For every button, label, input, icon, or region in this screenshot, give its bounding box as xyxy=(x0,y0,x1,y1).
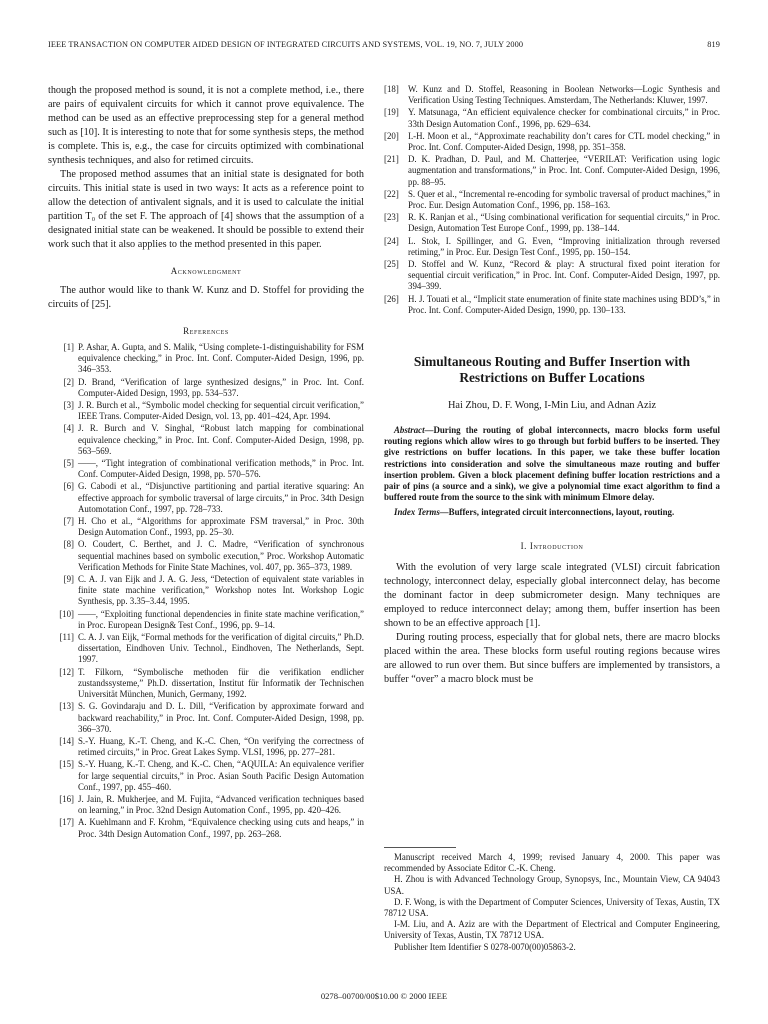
reference-number: [15] xyxy=(59,759,74,770)
abstract-text: During the routing of global interconnects, macro blocks form useful routing regions which allow wires to go through but forbid buffers to be inserted. They give restrictions on buffer locations. In this paper, we take these buffer location restrictions into consideration and solve the simultaneous maze routing and buffer insertion problem. Given a block placement defining buffer location restrictions and a pair of pins (a source and a sink), we give a polynomial time exact algorithm to find a buffered route from the source to the sink with minimum Elmore delay. xyxy=(384,425,720,503)
reference-text: D. Stoffel and W. Kunz, “Record & play: A structural fixed point iteration for sequential circuit verification,” in Proc. Int. Conf. Computer-Aided Design, 1997, pp. 394–399. xyxy=(408,259,720,292)
reference-text: Y. Matsunaga, “An efficient equivalence checker for combinational circuits,” in Proc. 33th Design Automation Conf., 1996, pp. 629–634. xyxy=(408,107,720,129)
reference-number: [5] xyxy=(63,458,74,469)
footnote-line: Publisher Item Identifier S 0278-0070(00)05863-2. xyxy=(394,941,576,952)
reference-number: [10] xyxy=(59,608,74,619)
reference-number: [6] xyxy=(63,481,74,492)
footnote-line: Manuscript received March 4, 1999; revised January 4, 2000. This paper was recommended by Associate Editor C.-K. Cheng. xyxy=(384,852,720,874)
reference-item xyxy=(384,154,720,188)
reference-text: T. Filkorn, “Symbolische methoden für die verifikation endlicher zustandssysteme,” Ph.D. dissertation, Institut für Informatik der Technischen Universität München, Munich, Germany, 1992. xyxy=(78,666,364,700)
reference-text: P. Ashar, A. Gupta, and S. Malik, “Using complete-1-distinguishability for FSM equivalence checking,” in Proc. Int. Conf. Computer-Aided Design, 1996, pp. 346–353. xyxy=(78,342,364,375)
paragraph: With the evolution of very large scale integrated (VLSI) circuit fabrication technology, interconnect delay, especially global interconnect delay, has become the dominant factor in deep submicrometer design. Many techniques are employed to reduce interconnect delay; among them, buffer insertion has been shown to be an effective approach [1]. xyxy=(384,561,720,629)
reference-item xyxy=(48,701,364,735)
reference-item xyxy=(48,481,364,515)
copyright-footer: 0278–00700/00$10.00 © 2000 IEEE xyxy=(320,991,448,1001)
reference-item xyxy=(48,736,364,758)
reference-text: L. Stok, I. Spillinger, and G. Even, “Improving initialization through reversed retiming,” in Proc. Eur. Design Test Conf., 1995, pp. 150–154. xyxy=(408,235,720,257)
reference-item xyxy=(384,294,720,316)
reference-text: H. Cho et al., “Algorithms for approximate FSM traversal,” in Proc. 30th Design Automation Conf., 1993, pp. 25–30. xyxy=(78,516,364,538)
index-terms-text: Buffers, integrated circuit interconnections, layout, routing. xyxy=(448,507,675,518)
reference-text: A. Kuehlmann and F. Krohm, “Equivalence checking using cuts and heaps,” in Proc. 34th Design Automation Conf., 1997, pp. 263–268. xyxy=(78,817,364,839)
right-column xyxy=(384,84,720,687)
reference-text: ——, “Tight integration of combinational verification methods,” in Proc. Int. Conf. Computer-Aided Design, 1998, pp. 570–576. xyxy=(78,458,364,480)
reference-number: [25] xyxy=(384,259,399,270)
reference-text: D. K. Pradhan, D. Paul, and M. Chatterjee, “VERILAT: Verification using logic augmentation and transformations,” in Proc. Int. Conf. Computer-Aided Design, 1996, pp. 88–95. xyxy=(408,154,720,187)
reference-number: [8] xyxy=(63,539,74,550)
reference-number: [19] xyxy=(384,107,399,118)
paragraph: though the proposed method is sound, it is not a complete method, i.e., there are pairs of equivalent circuits for which it cannot prove equivalence. The method can be used as an effective preprocessing step for a general method such as [10]. It is interesting to note that for some synthesis steps, the method is complete. This is, e.g., the case for circuits optimized with combinational synthesis techniques, and also for retimed circuits. xyxy=(48,85,364,166)
reference-item xyxy=(48,400,364,422)
reference-item xyxy=(48,794,364,816)
reference-number: [14] xyxy=(59,735,74,746)
index-terms-label: Index Terms— xyxy=(394,507,449,518)
abstract xyxy=(384,425,720,503)
reference-item xyxy=(48,377,364,399)
reference-item xyxy=(48,817,364,839)
reference-item xyxy=(384,107,720,129)
reference-number: [7] xyxy=(63,516,74,527)
article-title: Simultaneous Routing and Buffer Insertion with Restrictions on Buffer Locations xyxy=(413,354,691,386)
journal-title: IEEE TRANSACTION ON COMPUTER AIDED DESIGN OF INTEGRATED CIRCUITS AND SYSTEMS, VOL. 19, NO. 7, JULY 2000 xyxy=(48,40,524,49)
reference-text: O. Coudert, C. Berthet, and J. C. Madre, “Verification of synchronous sequential machines based on symbolic execution,” Proc. Workshop Automatic Verification Methods for Finite State Machines, vol. 407, pp. 365–373, 1989. xyxy=(78,539,364,572)
reference-number: [17] xyxy=(59,817,74,828)
reference-number: [16] xyxy=(59,793,74,804)
reference-list xyxy=(48,342,364,840)
reference-text: J. Jain, R. Mukherjee, and M. Fujita, “Advanced verification techniques based on learning,” in Proc. 32nd Design Automation Conf., 1995, pp. 420–426. xyxy=(78,793,364,816)
reference-text: J. R. Burch et al., “Symbolic model checking for sequential circuit verification,” IEEE Trans. Computer-Aided Design, vol. 13, pp. 401–424, Apr. 1994. xyxy=(78,400,364,422)
reference-item xyxy=(384,236,720,258)
references-heading: References xyxy=(183,326,229,336)
reference-item xyxy=(48,423,364,457)
reference-text: G. Cabodi et al., “Disjunctive partitioning and partial iterative squaring: An effective approach for symbolic traversal of large circuits,” in Proc. 34th Design Automotation Conf., 1997, pp. 728–733. xyxy=(78,481,364,514)
reference-list xyxy=(384,84,720,316)
reference-text: S.-Y. Huang, K.-T. Cheng, and K.-C. Chen, “On verifying the correctness of retimed circuits,” in Proc. Great Lakes Symp. VLSI, 1996, pp. 277–281. xyxy=(78,735,364,758)
footnote-line: H. Zhou is with Advanced Technology Group, Synopsys, Inc., Mountain View, CA 94043 USA. xyxy=(384,874,720,896)
paragraph: The proposed method assumes that an initial state is designated for both circuits. This initial state is used in two ways: It acts as a reference point to allow the detection of antivalent signals, and it is used to calculate the initial partition T₀ of the set F. The approach of [4] shows that the assumption of a designated initial state can be weakened. It should be possible to extend their work such that it also applies to the method presented in this paper. xyxy=(48,169,364,250)
introduction-heading: I. Introduction xyxy=(520,540,584,551)
reference-item xyxy=(48,458,364,480)
reference-number: [3] xyxy=(63,400,74,411)
reference-text: H. J. Touati et al., “Implicit state enumeration of finite state machines using BDD’s,” in Proc. Int. Conf. Computer-Aided Design, 1990, pp. 130–133. xyxy=(408,293,720,315)
reference-text: R. K. Ranjan et al., “Using combinational verification for sequential circuits,” in Proc. Design, Automation Test Europe Conf., 1999, pp. 138–144. xyxy=(408,212,720,234)
reference-item xyxy=(384,131,720,153)
running-header xyxy=(48,40,720,54)
acknowledgment-text: The author would like to thank W. Kunz and D. Stoffel for providing the circuits of [25]. xyxy=(48,285,364,310)
reference-number: [1] xyxy=(63,342,74,352)
reference-text: W. Kunz and D. Stoffel, Reasoning in Boolean Networks—Logic Synthesis and Verification Using Testing Techniques. Amsterdam, The Netherlands: Kluwer, 1997. xyxy=(408,84,720,106)
reference-item xyxy=(48,574,364,608)
paragraph: During routing process, especially that for global nets, there are macro blocks placed within the area. These blocks form useful routing regions because wires are allowed to run over them. But since buffers are implemented by transistors, a buffer “over” a macro block must be xyxy=(384,631,720,685)
reference-item xyxy=(48,667,364,701)
reference-text: C. A. J. van Eijk and J. A. G. Jess, “Detection of equivalent state variables in finite state machine verification,” Workshop notes Int. Workshop Logic Synthesis, pp. 3.35–3.44, 1995. xyxy=(78,574,364,607)
reference-item xyxy=(48,759,364,793)
reference-item xyxy=(48,539,364,573)
reference-number: [4] xyxy=(63,423,74,434)
reference-text: C. A. J. van Eijk, “Formal methods for the verification of digital circuits,” Ph.D. dissertation, Eindhoven Univ. Technol., Eindhoven, The Netherlands, Sept. 1997. xyxy=(78,632,364,665)
reference-number: [13] xyxy=(59,701,74,712)
reference-text: S. G. Govindaraju and D. L. Dill, “Verification by approximate forward and backward reachability,” in Proc. Int. Conf. Computer-Aided Design, 1998, pp. 366–370. xyxy=(78,701,364,734)
reference-number: [21] xyxy=(384,154,399,165)
reference-number: [20] xyxy=(384,130,399,141)
reference-item xyxy=(384,212,720,234)
footnotes xyxy=(384,852,720,953)
reference-number: [22] xyxy=(384,188,399,199)
footnote-line: I-M. Liu, and A. Aziz are with the Department of Electrical and Computer Engineering, University of Texas, Austin, TX 78712 USA. xyxy=(384,919,720,941)
reference-number: [23] xyxy=(384,212,399,223)
reference-item xyxy=(48,516,364,538)
acknowledgment-heading: Acknowledgment xyxy=(170,266,242,276)
footnote-line: D. F. Wong, is with the Department of Computer Sciences, University of Texas, Austin, TX 78712 USA. xyxy=(384,896,720,919)
reference-text: S. Quer et al., “Incremental re-encoding for symbolic traversal of product machines,” in Proc. Eur. Design Automation Conf., 1996, pp. 158–163. xyxy=(408,188,720,211)
reference-number: [24] xyxy=(384,235,399,246)
reference-text: S.-Y. Huang, K.-T. Cheng, and K.-C. Chen, “AQUILA: An equivalence verifier for large sequential circuits,” in Proc. Asian South Pacific Design Automation Conf., 1997, pp. 455–460. xyxy=(78,759,364,792)
reference-number: [9] xyxy=(63,574,74,585)
reference-text: J. R. Burch and V. Singhal, “Robust latch mapping for combinational equivalence checking,” in Proc. Int. Conf. Computer-Aided Design, 1998, pp. 563–569. xyxy=(78,423,364,456)
index-terms xyxy=(384,507,720,518)
reference-text: I.-H. Moon et al., “Approximate reachability don’t cares for CTL model checking,” in Proc. Int. Conf. Computer-Aided Design, 1998, pp. 351–358. xyxy=(408,130,720,153)
left-column xyxy=(48,84,364,841)
reference-item xyxy=(384,189,720,211)
reference-item xyxy=(48,609,364,631)
footnote-rule xyxy=(384,847,456,848)
article-authors: Hai Zhou, D. F. Wong, I-Min Liu, and Adnan Aziz xyxy=(447,400,657,412)
reference-text: ——, “Exploiting functional dependencies in finite state machine verification,” in Proc. European Design& Test Conf., 1996, pp. 9–14. xyxy=(78,608,364,630)
abstract-label: Abstract— xyxy=(394,425,434,436)
reference-item xyxy=(48,632,364,666)
reference-number: [26] xyxy=(384,293,399,304)
reference-number: [12] xyxy=(59,666,74,677)
reference-number: [11] xyxy=(59,632,74,643)
reference-text: D. Brand, “Verification of large synthesized designs,” in Proc. Int. Conf. Computer-Aided Design, 1993, pp. 534–537. xyxy=(78,376,364,398)
page-number: 819 xyxy=(707,40,720,49)
reference-number: [18] xyxy=(384,84,399,94)
reference-number: [2] xyxy=(63,376,74,387)
reference-item xyxy=(384,84,720,106)
reference-item xyxy=(384,259,720,293)
reference-item xyxy=(48,342,364,376)
